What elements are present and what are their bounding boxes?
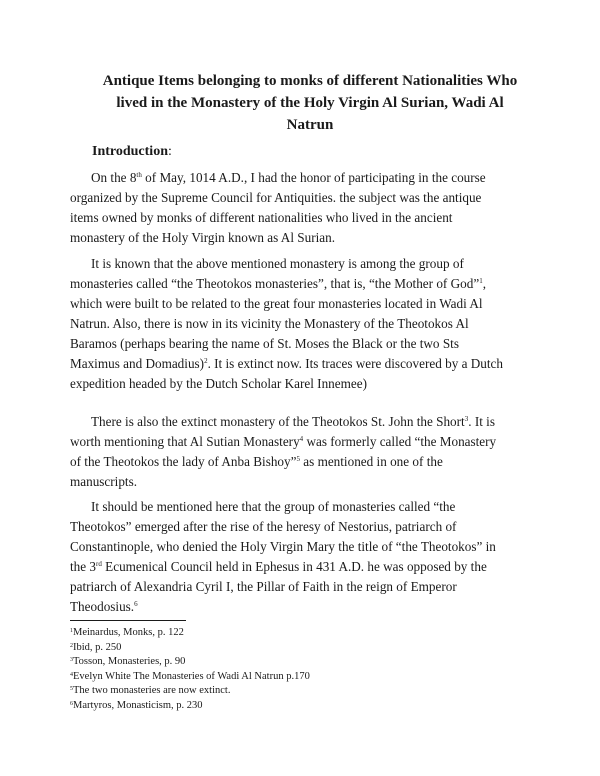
footnote-ref-3[interactable]: 3 xyxy=(464,415,469,423)
footnote-text: The two monasteries are now extinct. xyxy=(73,685,231,696)
footnote-ref-6[interactable]: 6 xyxy=(134,600,138,608)
footnote-text: Tosson, Monasteries, p. 90 xyxy=(73,656,186,667)
footnote-number: 3 xyxy=(70,657,73,663)
superscript: rd xyxy=(96,560,102,568)
title-line-1: Antique Items belonging to monks of different Nationalities Who xyxy=(102,73,518,89)
paragraph-4 xyxy=(70,497,542,617)
footnote-number: 5 xyxy=(70,686,73,692)
paragraph-line: which were built to be related to the great four monasteries located in Wadi Al xyxy=(70,296,483,311)
title-line-2: lived in the Monastery of the Holy Virgin Al Surian, Wadi Al xyxy=(116,95,504,111)
paragraph-line xyxy=(70,274,542,294)
document-title xyxy=(80,70,540,136)
paragraph-line xyxy=(70,354,542,374)
footnote-number: 4 xyxy=(70,671,73,678)
paragraph-line: monastery of the Holy Virgin known as Al Surian. xyxy=(70,230,336,245)
paragraph-line xyxy=(70,452,542,472)
text-run: as mentioned in one of the xyxy=(299,454,443,469)
text-run: was formerly called “the Monastery xyxy=(303,434,497,449)
paragraph-line: organized by the Supreme Council for Antiquities. the subject was the antique xyxy=(70,190,482,205)
paragraph-2 xyxy=(70,254,542,394)
text-run: . It is xyxy=(468,414,495,429)
text-run: worth mentioning that Al Sutian Monastery xyxy=(70,434,300,449)
paragraph-line xyxy=(70,432,542,452)
text-run: the 3 xyxy=(70,559,97,574)
footnote-text: Evelyn White The Monasteries of Wadi Al Natrun p.170 xyxy=(73,670,310,682)
footnote-text: Martyros, Monasticism, p. 230 xyxy=(73,699,203,711)
paragraph-line: expedition headed by the Dutch Scholar Karel Innemee) xyxy=(70,376,367,391)
footnote-ref-4[interactable]: 4 xyxy=(299,435,304,443)
paragraph-line: patriarch of Alexandria Cyril I, the Pillar of Faith in the reign of Emperor xyxy=(70,579,457,594)
paragraph-1 xyxy=(70,168,542,248)
text-run: There is also the extinct monastery of the Theotokos St. John the Short xyxy=(91,414,465,429)
footnote-text: Ibid, p. 250 xyxy=(73,641,122,653)
paragraph-line: Constantinople, who denied the Holy Virgin Mary the title of “the Theotokos” in xyxy=(70,539,496,554)
paragraph-line: items owned by monks of different nationalities who lived in the ancient xyxy=(70,210,453,225)
text-run: of May, 1014 A.D., I had the honor of participating in the course xyxy=(141,170,486,185)
text-run: of the Theotokos the lady of Anba Bishoy” xyxy=(70,454,297,469)
paragraph-line: manuscripts. xyxy=(70,474,138,489)
paragraph-line xyxy=(70,597,542,617)
footnote-separator xyxy=(70,620,186,621)
footnote xyxy=(70,684,530,699)
paragraph-line: Theotokos” emerged after the rise of the heresy of Nestorius, patriarch of xyxy=(70,519,457,534)
text-run: . It is extinct now. Its traces were discovered by a Dutch xyxy=(207,356,503,371)
footnotes xyxy=(70,626,530,713)
paragraph-line: It should be mentioned here that the group of monasteries called “the xyxy=(91,499,456,514)
footnote-ref-1[interactable]: 1 xyxy=(479,277,483,285)
paragraph-line xyxy=(70,168,542,188)
text-run: , xyxy=(482,276,486,291)
footnote xyxy=(70,670,530,685)
text-run: Theodosius. xyxy=(70,599,135,614)
title-line-3: Natrun xyxy=(286,117,334,133)
footnote-ref-2[interactable]: 2 xyxy=(204,357,208,365)
footnote-ref-5[interactable]: 5 xyxy=(296,455,300,463)
footnote-number: 2 xyxy=(70,642,73,649)
footnote xyxy=(70,655,530,670)
paragraph-line: Baramos (perhaps bearing the name of St. Moses the Black or the two Sts xyxy=(70,336,459,351)
footnote xyxy=(70,641,530,656)
section-heading xyxy=(92,142,172,162)
paragraph-line xyxy=(70,557,542,577)
text-run: Ecumenical Council held in Ephesus in 431 A.D. he was opposed by the xyxy=(101,559,487,574)
footnote-number: 1 xyxy=(70,628,73,634)
paragraph-line: Natrun. Also, there is now in its vicinity the Monastery of the Theotokos Al xyxy=(70,316,469,331)
introduction-heading: Introduction xyxy=(92,144,168,159)
introduction-colon: : xyxy=(167,144,172,159)
superscript: th xyxy=(136,171,142,179)
paragraph-line: It is known that the above mentioned monastery is among the group of xyxy=(91,256,464,271)
footnote-text: Meinardus, Monks, p. 122 xyxy=(73,627,184,638)
footnote-number: 6 xyxy=(70,700,73,707)
paragraph-line xyxy=(70,412,542,432)
paragraph-3 xyxy=(70,412,542,492)
text-run: Maximus and Domadius) xyxy=(70,356,205,371)
footnote xyxy=(70,699,530,714)
text-run: On the 8 xyxy=(91,170,137,185)
text-run: monasteries called “the Theotokos monasteries”, that is, “the Mother of God” xyxy=(70,276,480,291)
footnote xyxy=(70,626,530,641)
